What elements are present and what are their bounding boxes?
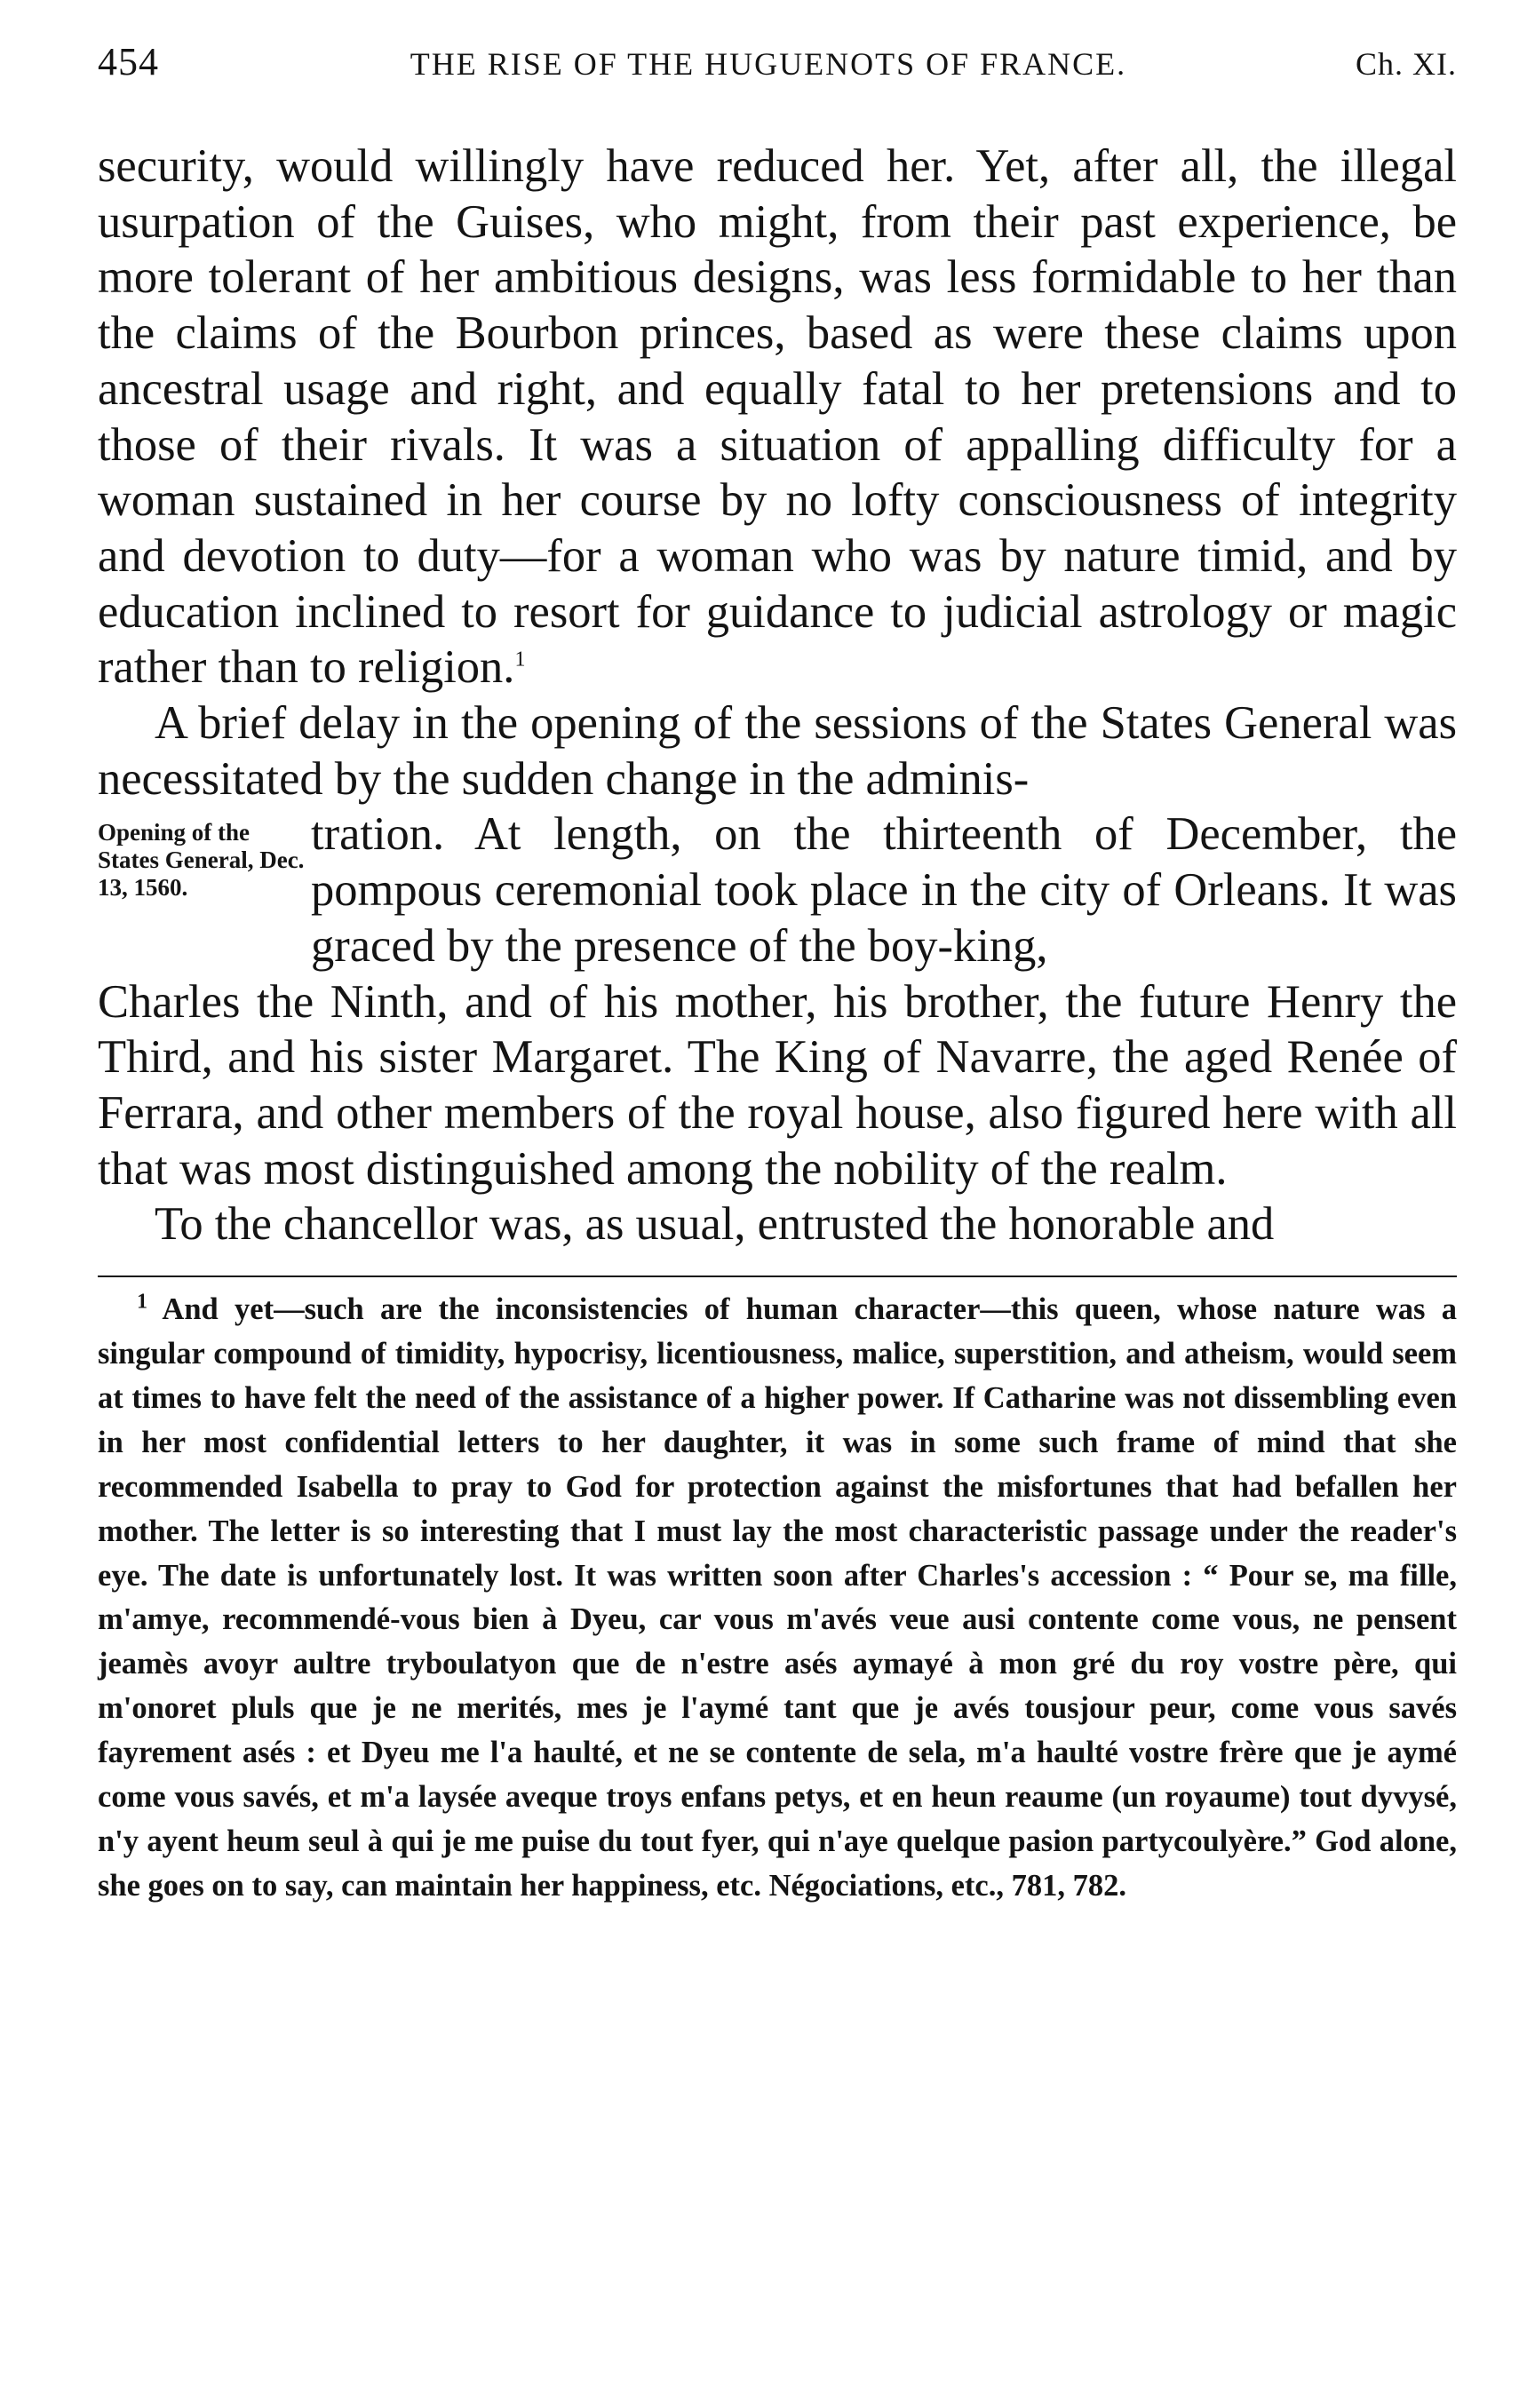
footnote-text: And yet—such are the inconsistencies of human character—this queen, whose nature was a singular compound of timidity, hypocrisy, licentiousness, malice, superstition, and atheism, would seem at times to have felt the need of the assistance of a higher power. If Catharine was not dissembling even in her most confidential letters to her daughter, it was in some such frame of mind that she recommended Isabella to pray to God for protection against the misfortunes that had befallen her mother. The letter is so interesting that I must lay the most characteristic passage under the reader's eye. The date is unfortunately lost. It was written soon after Charles's accession : “ Pour se, ma fille, m'amye, recommendé-vous bien à Dyeu, car vous m'avés veue ausi contente come vous, ne pensent jeamès avoyr aultre tryboulatyon que de n'estre asés aymayé à mon gré du roy vostre père, qui m'onoret pluls que je ne merités, mes je l'aymé tant que je avés tousjour peur, come vous savés fayrement asés : et Dyeu me l'a haulté, et ne se contente de sela, m'a haulté vostre frère que je aymé come vous savés, et m'a laysée aveque troys enfans petys, et en heun reaume (un royaume) tout dyvysé, n'y ayent heum seul à qui je me puise du tout fyer, qui n'aye quelque pasion partycoulyère.” God alone, she goes on to say, can maintain her happiness, etc. Négociations, etc., 781, 782.: [98, 1292, 1457, 1903]
paragraph-3: To the chancellor was, as usual, entrusted the honorable and: [155, 1198, 1275, 1251]
running-title: THE RISE OF THE HUGUENOTS OF FRANCE.: [410, 46, 1127, 82]
paragraph-1: [98, 139, 1457, 695]
footnote-divider: [98, 1276, 1457, 1277]
page-number: 454: [98, 40, 159, 83]
footnote-reference: 1: [514, 648, 526, 672]
sidenote-block: [98, 807, 1457, 974]
paragraph-1-text: security, would willingly have reduced her. Yet, after all, the illegal usurpation of the Guises, who might, from their past experience, be more tolerant of her ambitious designs, was less formidable to her than the claims of the Bourbon princes, based as were these claims upon ancestral usage and right, and equally fatal to her pretensions and to those of their rivals. It was a situation of appalling difficulty for a woman sustained in her course by no lofty consciousness of integrity and devotion to duty—for a woman who was by nature timid, and by education inclined to resort for guidance to judicial astrology or magic rather than to religion.: [98, 140, 1457, 694]
footnote-marker: 1: [137, 1290, 147, 1314]
running-header: [98, 39, 1457, 98]
chapter-label: Ch. XI.: [1356, 46, 1457, 82]
marginal-sidenote: Opening of the States General, Dec. 13, 1560.: [98, 819, 305, 902]
footnote: [98, 1288, 1457, 1909]
main-text: [98, 139, 1457, 1252]
book-page: [98, 39, 1457, 1909]
paragraph-2-sidenote-text: tration. At length, on the thirteenth of December, the pompous ceremonial took place in the city of Orleans. It was graced by the presence of the boy-king,: [311, 808, 1457, 972]
paragraph-2-intro: A brief delay in the opening of the sessions of the States General was necessitated by the sudden change in the adminis-: [98, 697, 1457, 805]
paragraph-2-rest: Charles the Ninth, and of his mother, his brother, the future Henry the Third, and his sister Margaret. The King of Navarre, the aged Renée of Ferrara, and other members of the royal house, also figured here with all that was most distinguished among the nobility of the realm.: [98, 975, 1457, 1195]
